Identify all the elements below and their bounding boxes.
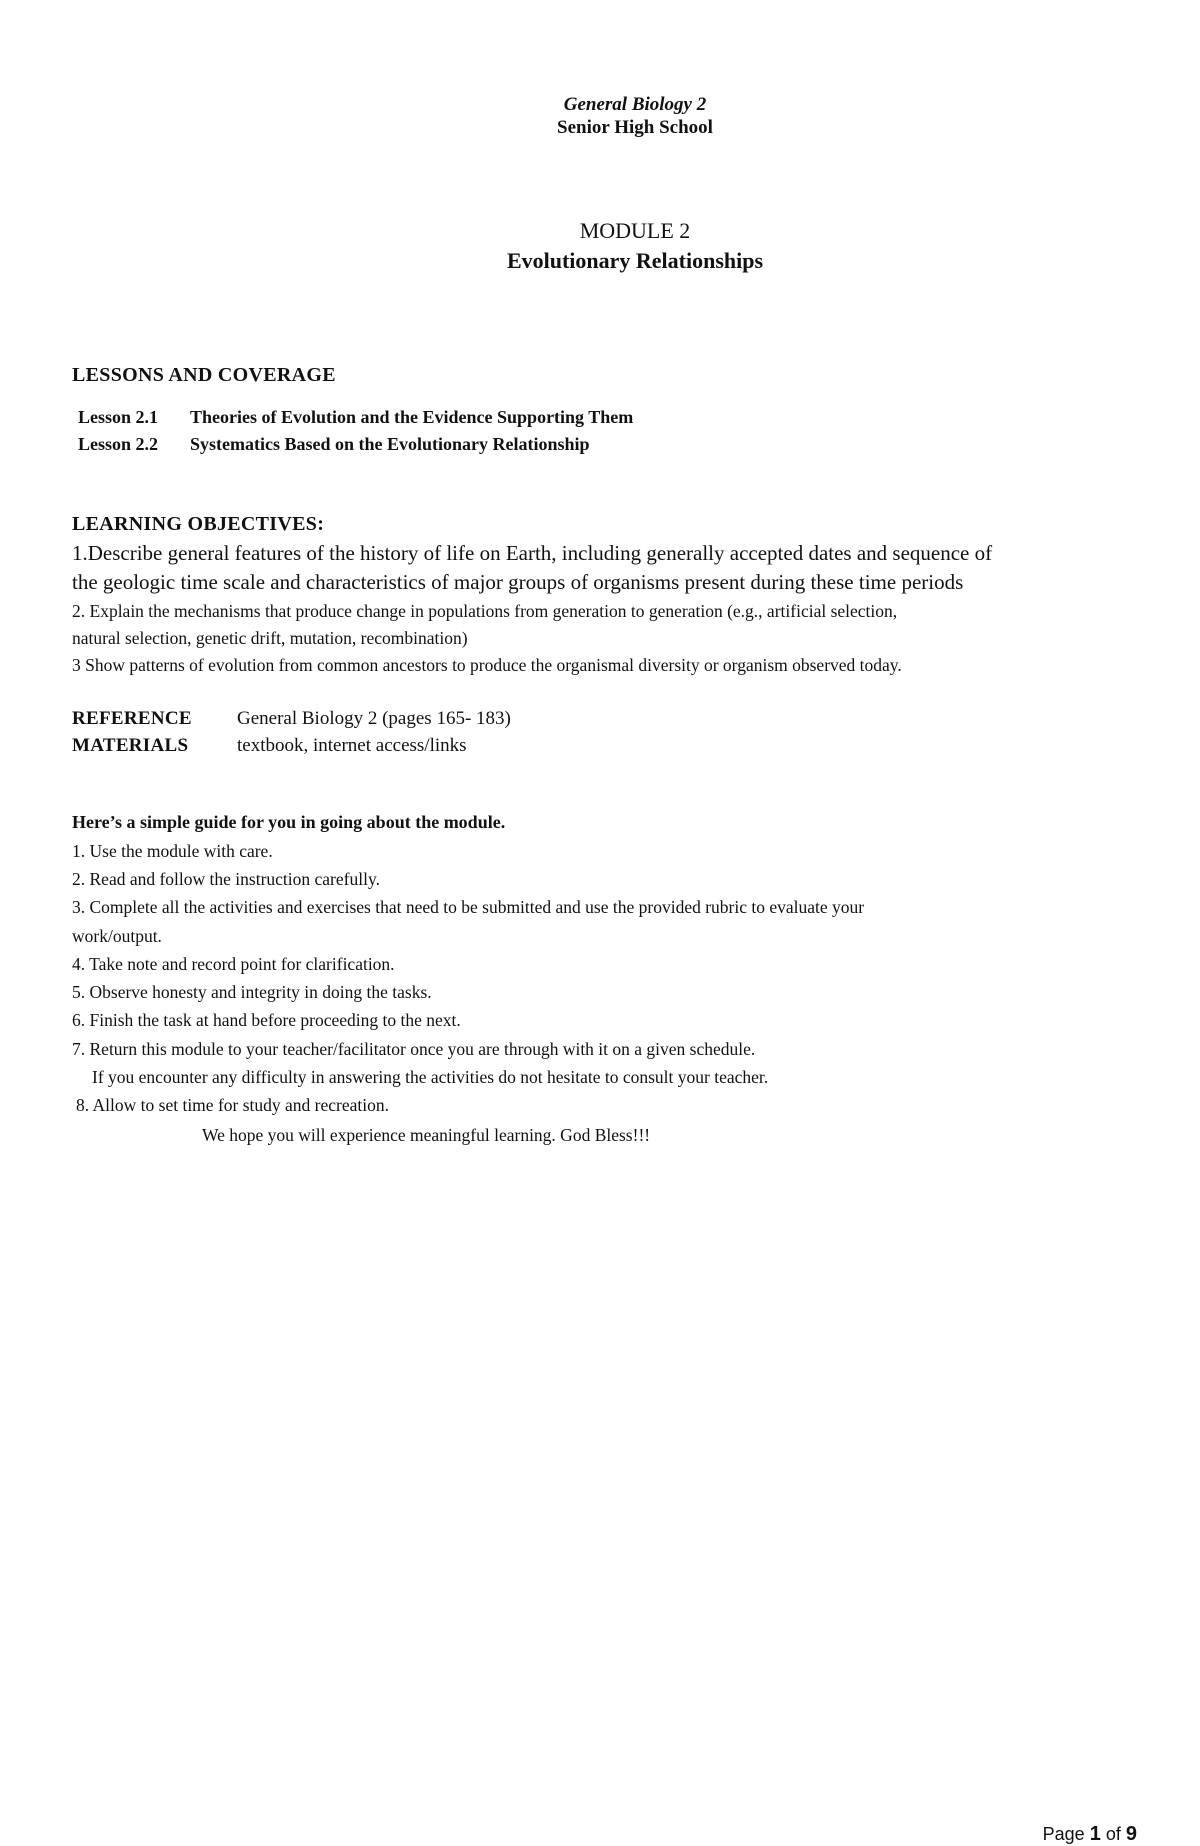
of-word: of [1105,1824,1121,1844]
guide-line: 8. Allow to set time for study and recreation. [76,1095,389,1115]
closing-message: We hope you will experience meaningful learning. God Bless!!! [202,1125,651,1145]
guide-line: 6. Finish the task at hand before proceeding to the next. [72,1010,461,1030]
guide-heading: Here’s a simple guide for you in going about the module. [72,812,506,832]
guide-line: 2. Read and follow the instruction carefully. [72,869,380,889]
objective-line: 2. Explain the mechanisms that produce change in populations from generation to generation (e.g., artificial selection, [72,601,898,621]
guide-line: 1. Use the module with care. [72,841,273,861]
lessons-heading: LESSONS AND COVERAGE [72,364,336,386]
lesson-title: Theories of Evolution and the Evidence Supporting Them [190,407,634,427]
guide-line: 3. Complete all the activities and exercises that need to be submitted and use the provided rubric to evaluate your [72,897,865,917]
guide-line: 4. Take note and record point for clarification. [72,954,395,974]
module-title: Evolutionary Relationships [506,248,764,273]
objective-line: 1.Describe general features of the history of life on Earth, including generally accepted dates and sequence of [72,541,993,565]
guide-line: work/output. [72,926,162,946]
lesson-item [78,434,590,455]
objective-line: natural selection, genetic drift, mutation, recombination) [72,628,468,648]
objective-line: 3 Show patterns of evolution from common ancestors to produce the organismal diversity or organism observed today. [72,655,902,675]
course-level: Senior High School [557,117,713,138]
lesson-item [78,407,633,428]
objective-line: the geologic time scale and characteristics of major groups of organisms present during these time periods [72,570,964,594]
page-word: Page [1042,1824,1085,1844]
lesson-number: Lesson 2.2 [78,434,159,454]
lesson-title: Systematics Based on the Evolutionary Relationship [190,434,590,454]
objectives-heading: LEARNING OBJECTIVES: [72,513,325,535]
guide-line: If you encounter any difficulty in answering the activities do not hesitate to consult your teacher. [92,1067,769,1087]
module-number: MODULE 2 [579,218,691,243]
page-current: 1 [1089,1823,1101,1845]
materials-value: textbook, internet access/links [237,735,467,756]
lesson-number: Lesson 2.1 [78,407,159,427]
reference-value: General Biology 2 (pages 165- 183) [237,708,511,729]
guide-line: 7. Return this module to your teacher/facilitator once you are through with it on a given schedule. [72,1039,756,1059]
page-total: 9 [1125,1823,1137,1845]
reference-label: REFERENCE [72,708,192,729]
course-title: General Biology 2 [563,94,707,115]
guide-line: 5. Observe honesty and integrity in doing the tasks. [72,982,432,1002]
materials-label: MATERIALS [72,735,189,756]
